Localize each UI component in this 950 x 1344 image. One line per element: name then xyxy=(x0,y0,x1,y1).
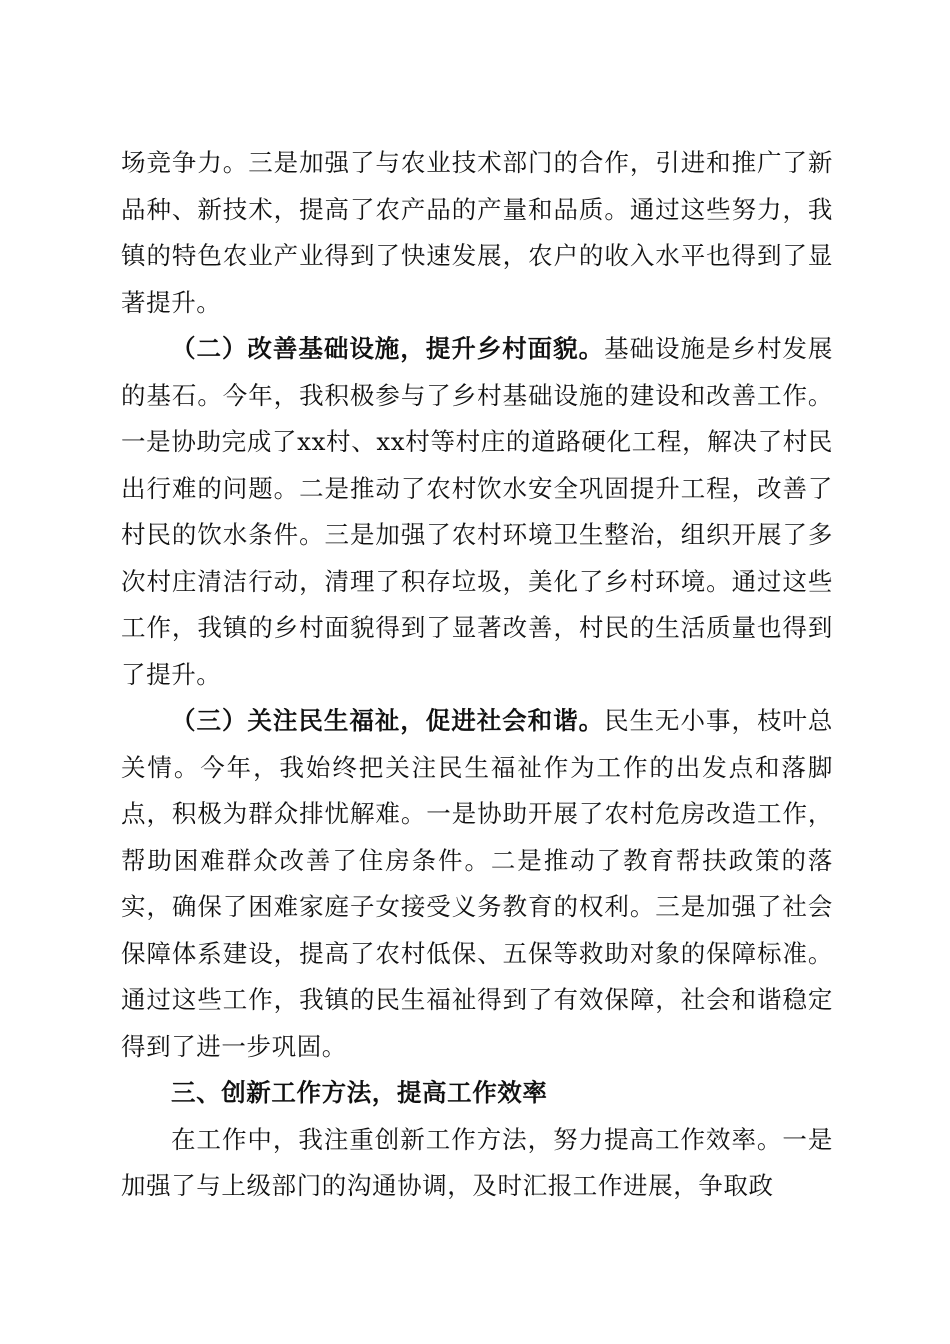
paragraph-continuation xyxy=(121,140,833,326)
paragraph-text: 基础设施是乡村发展的基石。今年，我积极参与了乡村基础设施的建设和改善工作。一是协助完成了xx村、xx村等村庄的道路硬化工程，解决了村民出行难的问题。二是推动了农村饮水安全巩固提升工程，改善了村民的饮水条件。三是加强了农村环境卫生整治，组织开展了多次村庄清洁行动，清理了积存垃圾，美化了乡村环境。通过这些工作，我镇的乡村面貌得到了显著改善，村民的生活质量也得到了提升。 xyxy=(121,334,833,689)
document-body xyxy=(121,140,833,1210)
paragraph-text: 在工作中，我注重创新工作方法，努力提高工作效率。一是加强了与上级部门的沟通协调，及时汇报工作进展，争取政 xyxy=(121,1124,833,1200)
paragraph-innovation xyxy=(121,1117,833,1210)
paragraph-heading: （三）关注民生福祉，促进社会和谐。 xyxy=(171,706,605,735)
paragraph-infrastructure xyxy=(121,326,833,698)
paragraph-livelihood xyxy=(121,698,833,1070)
paragraph-heading: （二）改善基础设施，提升乡村面貌。 xyxy=(171,334,605,363)
paragraph-text: 民生无小事，枝叶总关情。今年，我始终把关注民生福祉作为工作的出发点和落脚点，积极为群众排忧解难。一是协助开展了农村危房改造工作，帮助困难群众改善了住房条件。二是推动了教育帮扶政策的落实，确保了困难家庭子女接受义务教育的权利。三是加强了社会保障体系建设，提高了农村低保、五保等救助对象的保障标准。通过这些工作，我镇的民生福祉得到了有效保障，社会和谐稳定得到了进一步巩固。 xyxy=(121,706,833,1061)
section-heading: 三、创新工作方法，提高工作效率 xyxy=(171,1078,548,1107)
paragraph-text: 场竞争力。三是加强了与农业技术部门的合作，引进和推广了新品种、新技术，提高了农产品的产量和品质。通过这些努力，我镇的特色农业产业得到了快速发展，农户的收入水平也得到了显著提升。 xyxy=(121,148,833,317)
